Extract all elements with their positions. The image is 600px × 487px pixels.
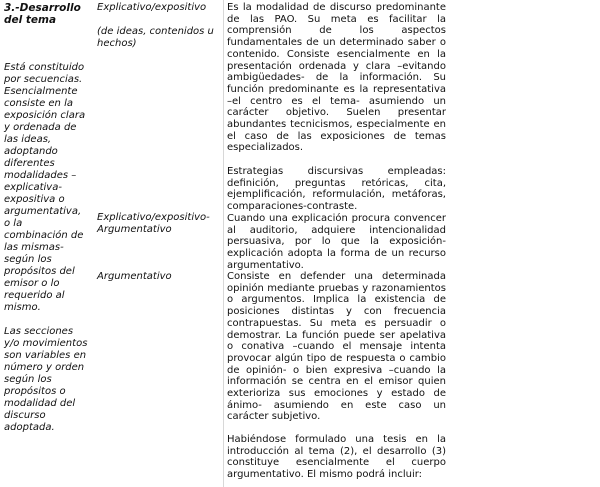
desarrollo-text: Habiéndose formulado una tesis en la introducción al tema (2), el desarrollo (3) constituye esencialmente el cuerpo argumentativo. El mismo podrá incluir: <box>227 434 446 481</box>
estrategias-block <box>227 166 446 213</box>
argumentativo-text: Consiste en defender una determinada opinión mediante pruebas y razonamientos o argumentos. Implica la existencia de posiciones distintas y con frecuencia contrapuestas. Su meta es persuadir o demostrar. La función puede ser apelativa o conativa –cuando el mensaje intenta provocar algún tipo de respuesta o cambio de opinión- o bien expresiva –cuando la información se centra en el emisor quien exterioriza sus emociones y estado de ánimo- asumiendo en este caso un carácter subjetivo. <box>227 271 446 423</box>
column-divider <box>223 0 224 487</box>
section-note: Las secciones y/o movimientos son variables en número y orden según los propósitos o modalidad del discurso adoptada. <box>4 326 88 433</box>
section-title: 3.-Desarrollo del tema <box>4 2 81 26</box>
section-description-column <box>4 2 88 434</box>
desarrollo-block <box>227 434 446 481</box>
expositivo-description <box>227 2 446 154</box>
explicativo-argumentativo-text: Cuando una explicación procura convencer al auditorio, adquiere intencionalidad persuasiva, por lo que la exposición-explicación adopta la forma de un recurso argumentativo. <box>227 213 446 271</box>
modality-label-argumentativo: Argumentativo <box>97 271 172 282</box>
modality-label-explicativo-argumentativo: Explicativo/expositivo-Argumentativo <box>97 212 210 235</box>
modality-note-expositivo: (de ideas, contenidos u hechos) <box>97 26 214 49</box>
estrategias-text: Estrategias discursivas empleadas: definición, preguntas retóricas, cita, ejemplificación, reformulación, metáforas, comparaciones-contraste. <box>227 166 446 213</box>
modality-label-expositivo: Explicativo/expositivo <box>97 2 207 13</box>
explicativo-argumentativo-description <box>227 213 446 272</box>
expositivo-text: Es la modalidad de discurso predominante de las PAO. Su meta es facilitar la comprensión de los aspectos fundamentales de un determinado saber o contenido. Consiste esencialmente en la presentación ordenada y clara –evitando ambigüedades- de la información. Su función predominante es la representativa –el centro es el tema- asumiendo un carácter objetivo. Suelen presentar abundantes tecnicismos, especialmente en el caso de las exposiciones de temas especializados. <box>227 2 446 154</box>
argumentativo-description <box>227 271 446 423</box>
section-description: Está constituido por secuencias. Esencialmente consiste en la exposición clara y ordenada de las ideas, adoptando diferentes modalidades –explicativa-expositiva o argumentativa, o la combinación de las mismas- según los propósitos del emisor o lo requerido al mismo. <box>4 62 86 313</box>
